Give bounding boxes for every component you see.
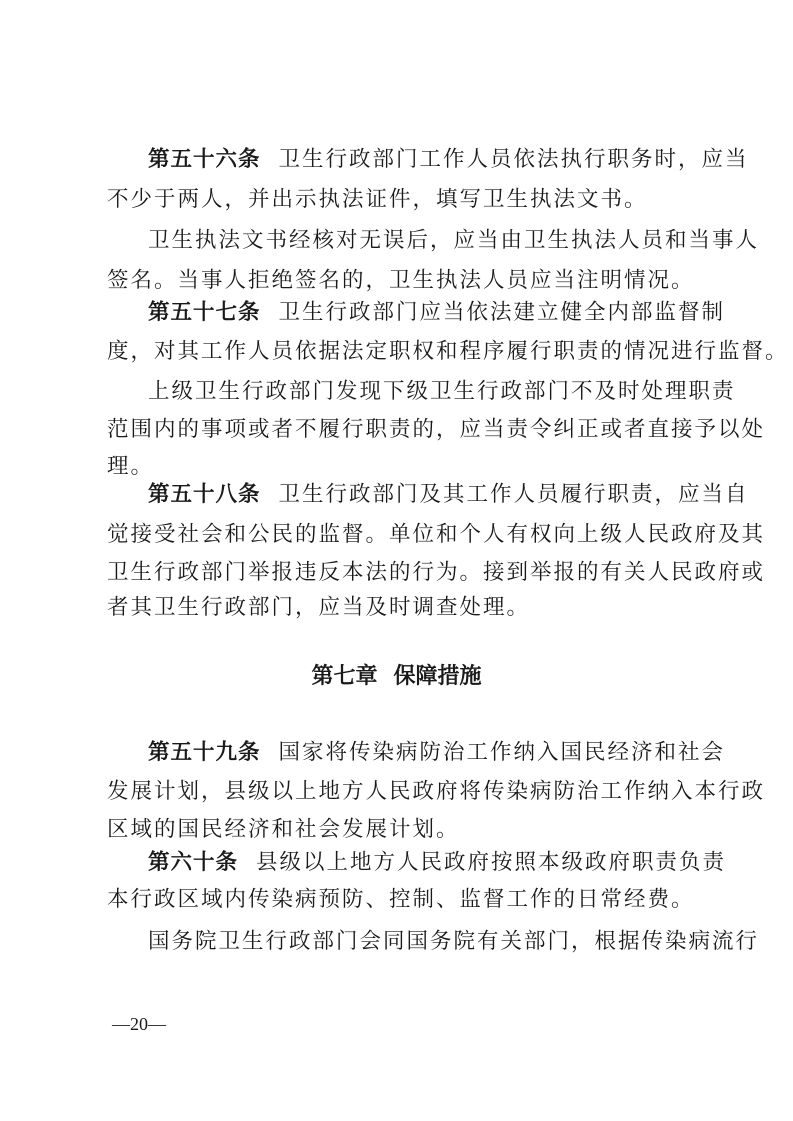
article-57-para-2-line-2: 范围内的事项或者不履行职责的，应当责令纠正或者直接予以处: [107, 417, 766, 442]
article-59-line-2: 发展计划，县级以上地方人民政府将传染病防治工作纳入本行政: [107, 779, 766, 804]
article-59-label: 第五十九条: [148, 740, 261, 765]
article-56-para-2-line-2: 签名。当事人拒绝签名的，卫生执法人员应当注明情况。: [107, 268, 695, 293]
article-60-label: 第六十条: [148, 850, 239, 875]
article-60-para-2-line-1: 国务院卫生行政部门会同国务院有关部门，根据传染病流行: [148, 929, 760, 954]
article-58-line-4: 者其卫生行政部门，应当及时调查处理。: [107, 595, 531, 620]
article-58-line-3: 卫生行政部门举报违反本法的行为。接到举报的有关人民政府或: [107, 560, 766, 585]
article-56-line-1: 第五十六条 卫生行政部门工作人员依法执行职务时，应当: [148, 147, 749, 172]
article-59-line-3: 区域的国民经济和社会发展计划。: [107, 817, 460, 842]
chapter-number: 第七章: [311, 664, 378, 689]
article-59-line-1: 第五十九条 国家将传染病防治工作纳入国民经济和社会: [148, 740, 726, 765]
article-60-line-1: 第六十条 县级以上地方人民政府按照本级政府职责负责: [148, 850, 727, 875]
page-number: —20—: [112, 1014, 166, 1034]
article-58-label: 第五十八条: [148, 482, 261, 507]
article-57-label: 第五十七条: [148, 300, 261, 325]
article-56-label: 第五十六条: [148, 147, 261, 172]
article-57-line-1: 第五十七条 卫生行政部门应当依法建立健全内部监督制: [148, 300, 726, 325]
article-57-para-2-line-1: 上级卫生行政部门发现下级卫生行政部门不及时处理职责: [148, 379, 736, 404]
chapter-heading: [0, 662, 793, 692]
article-60-line-2: 本行政区域内传染病预防、控制、监督工作的日常经费。: [107, 887, 695, 912]
chapter-title: 保障措施: [393, 664, 482, 689]
article-56-line-2: 不少于两人，并出示执法证件，填写卫生执法文书。: [107, 187, 648, 212]
article-56-para-2-line-1: 卫生执法文书经核对无误后，应当由卫生执法人员和当事人: [148, 228, 760, 253]
article-58-line-1: 第五十八条 卫生行政部门及其工作人员履行职责，应当自: [148, 482, 749, 507]
article-57-para-2-line-3: 理。: [107, 454, 155, 479]
article-57-line-2: 度，对其工作人员依据法定职权和程序履行职责的情况进行监督。: [107, 339, 789, 364]
article-58-line-2: 觉接受社会和公民的监督。单位和个人有权向上级人民政府及其: [107, 522, 766, 547]
